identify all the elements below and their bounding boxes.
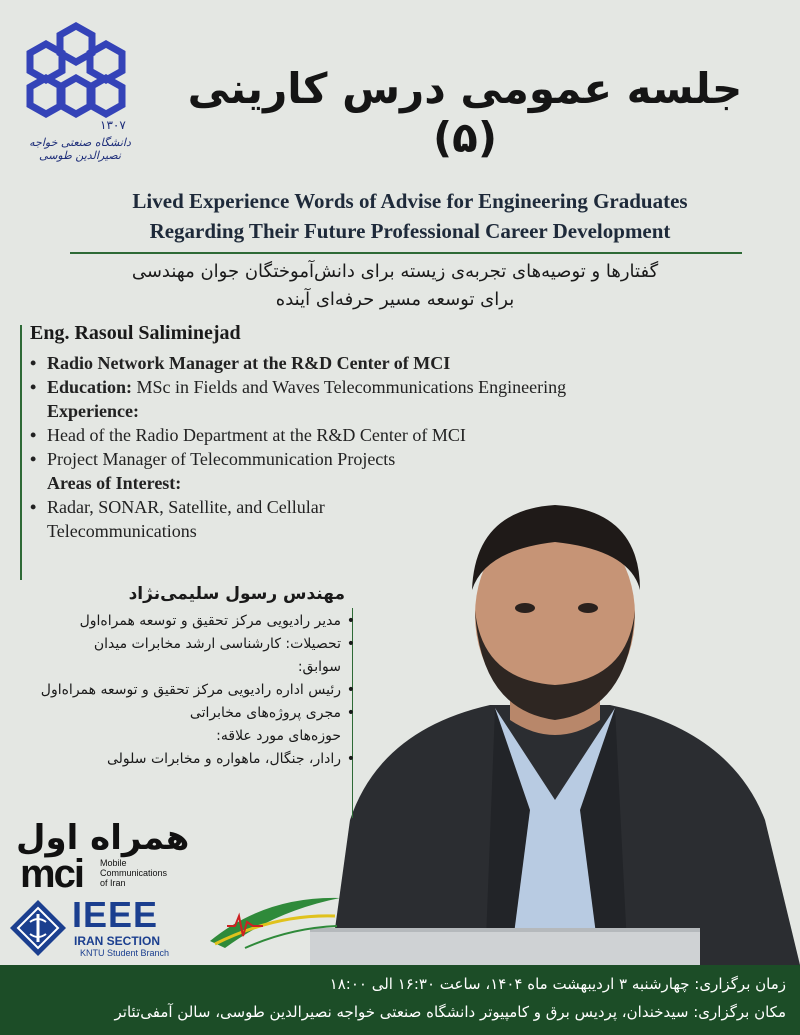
- experience-heading: Experience:: [47, 401, 139, 421]
- list-item: • Project Manager of Telecommunication Projects: [30, 447, 730, 471]
- education-label: Education:: [47, 377, 133, 397]
- interest-heading-fa: حوزه‌های مورد علاقه:: [216, 728, 341, 744]
- list-item: • تحصیلات: کارشناسی ارشد مخابرات میدان: [10, 633, 355, 656]
- list-item: • Head of the Radio Department at the R&D Center of MCI: [30, 423, 730, 447]
- speaker-info-fa: [10, 583, 355, 771]
- list-item-continued: Telecommunications: [47, 521, 197, 541]
- list-item: • رئیس اداره رادیویی مرکز تحقیق و توسعه همراه‌اول: [10, 679, 355, 702]
- title-en-line1: Lived Experience Words of Advise for Engineering Graduates: [132, 189, 688, 213]
- speaker-name-en: Eng. Rasoul Saliminejad: [30, 322, 241, 344]
- education-value: MSc in Fields and Waves Telecommunications Engineering: [132, 377, 567, 397]
- kntu-logo: [22, 20, 130, 120]
- speaker-name-fa: مهندس رسول سلیمی‌نژاد: [128, 584, 345, 604]
- speaker-portrait: [310, 480, 800, 965]
- ieee-wordmark: IEEE: [72, 894, 159, 935]
- event-footer: [0, 965, 800, 1035]
- logo-university-name: دانشگاه صنعتی خواجه نصیرالدین طوسی: [29, 136, 131, 162]
- interest-heading: Areas of Interest:: [47, 473, 182, 493]
- mci-logo-fa: همراه اول: [16, 818, 190, 858]
- event-location: مکان برگزاری: سیدخندان، پردیس برق و کامپیوتر دانشگاه صنعتی خواجه نصیرالدین طوسی، سالن آمفی‌تئاتر: [114, 1003, 786, 1021]
- list-item: • مدیر رادیویی مرکز تحقیق و توسعه همراه‌اول: [10, 610, 355, 633]
- subtitle-fa-line2: برای توسعه مسیر حرفه‌ای آینده: [275, 289, 515, 310]
- page-title-fa: جلسه عمومی درس کارینی (۵): [187, 64, 743, 162]
- logo-year: ۱۳۰۷: [100, 118, 126, 132]
- event-time: زمان برگزاری: چهارشنبه ۳ اردیبهشت ماه ۱۴۰۴، ساعت ۱۶:۳۰ الی ۱۸:۰۰: [329, 975, 786, 993]
- mci-sub-line: of Iran: [100, 878, 126, 888]
- subtitle-fa: [40, 258, 750, 314]
- list-item: [30, 375, 730, 399]
- divider: [20, 325, 22, 580]
- ieee-section: IRAN SECTION: [74, 934, 161, 948]
- speaker-details-fa: [10, 610, 355, 771]
- title-en-line2: Regarding Their Future Professional Career Development: [149, 219, 671, 243]
- society-logo: [205, 886, 345, 956]
- ieee-diamond-logo: [8, 898, 68, 958]
- list-item: • رادار، جنگال، ماهواره و مخابرات سلولی: [10, 748, 355, 771]
- experience-heading-fa: سوابق:: [297, 659, 341, 675]
- list-item: • Radio Network Manager at the R&D Center of MCI: [30, 351, 730, 375]
- subtitle-fa-line1: گفتارها و توصیه‌های تجربه‌ی زیسته برای دانش‌آموختگان جوان مهندسی: [131, 261, 659, 282]
- mci-logo-en: mci: [20, 852, 83, 896]
- divider: [70, 252, 742, 254]
- ieee-branch: KNTU Student Branch: [80, 948, 170, 958]
- list-item: • مجری پروژه‌های مخابراتی: [10, 702, 355, 725]
- mci-logo-subtitle: [100, 858, 167, 888]
- mci-sub-line: Communications: [100, 868, 168, 878]
- list-item: • Radar, SONAR, Satellite, and Cellular: [30, 495, 730, 519]
- page-title-en: [60, 186, 760, 246]
- mci-sub-line: Mobile: [100, 858, 127, 868]
